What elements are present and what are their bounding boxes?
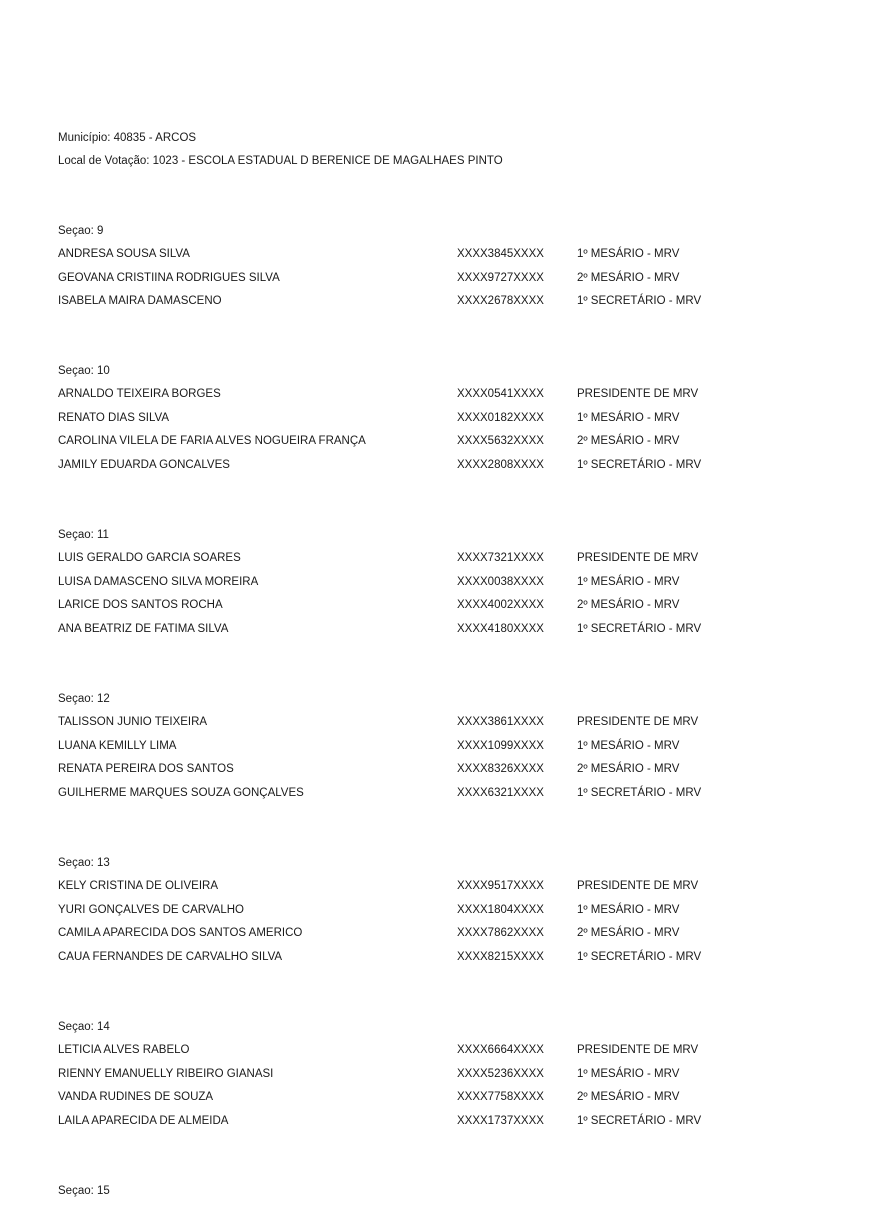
member-doc: XXXX1737XXXX (457, 1114, 544, 1127)
member-name: GUILHERME MARQUES SOUZA GONÇALVES (58, 786, 304, 799)
member-role: 2º MESÁRIO - MRV (577, 927, 680, 940)
member-doc: XXXX0038XXXX (457, 575, 544, 588)
table-row (58, 1114, 838, 1137)
table-row (58, 247, 838, 270)
table-row (58, 434, 838, 457)
member-name: ANA BEATRIZ DE FATIMA SILVA (58, 622, 229, 635)
member-role: 2º MESÁRIO - MRV (577, 599, 680, 612)
municipio-line: Município: 40835 - ARCOS (58, 132, 197, 144)
member-name: RENATA PEREIRA DOS SANTOS (58, 763, 234, 776)
secao-label: Seçao: 12 (58, 693, 110, 705)
table-row (58, 294, 838, 317)
member-name: LAILA APARECIDA DE ALMEIDA (58, 1114, 229, 1127)
member-name: VANDA RUDINES DE SOUZA (58, 1091, 214, 1104)
table-row (58, 926, 838, 949)
member-role: 1º MESÁRIO - MRV (577, 1067, 680, 1080)
member-name: KELY CRISTINA DE OLIVEIRA (58, 880, 218, 893)
secao-block (58, 692, 838, 809)
member-name: YURI GONÇALVES DE CARVALHO (58, 903, 244, 916)
member-role: 1º MESÁRIO - MRV (577, 739, 680, 752)
secao-label: Seçao: 15 (58, 1185, 110, 1197)
secao-label: Seçao: 13 (58, 857, 110, 869)
secao-block (58, 1184, 838, 1207)
member-doc: XXXX9727XXXX (457, 271, 544, 284)
member-doc: XXXX5632XXXX (457, 435, 544, 448)
secao-label: Seçao: 14 (58, 1021, 110, 1033)
member-role: 1º SECRETÁRIO - MRV (577, 950, 702, 963)
member-role: 1º MESÁRIO - MRV (577, 903, 680, 916)
secao-block (58, 528, 838, 645)
member-doc: XXXX8326XXXX (457, 763, 544, 776)
table-row (58, 411, 838, 434)
table-row (58, 739, 838, 762)
secao-label: Seçao: 11 (58, 529, 109, 541)
member-name: ARNALDO TEIXEIRA BORGES (58, 388, 221, 401)
member-doc: XXXX2808XXXX (457, 458, 544, 471)
table-row (58, 786, 838, 809)
member-role: 1º SECRETÁRIO - MRV (577, 295, 702, 308)
member-role: 1º SECRETÁRIO - MRV (577, 458, 702, 471)
member-doc: XXXX9517XXXX (457, 880, 544, 893)
member-role: PRESIDENTE DE MRV (577, 552, 699, 565)
member-doc: XXXX2678XXXX (457, 295, 544, 308)
table-row (58, 715, 838, 738)
member-role: 2º MESÁRIO - MRV (577, 763, 680, 776)
member-role: 2º MESÁRIO - MRV (577, 435, 680, 448)
member-role: 1º SECRETÁRIO - MRV (577, 622, 702, 635)
member-role: 1º SECRETÁRIO - MRV (577, 1114, 702, 1127)
table-row (58, 762, 838, 785)
member-name: RENATO DIAS SILVA (58, 411, 169, 424)
member-doc: XXXX3861XXXX (457, 716, 544, 729)
member-name: RIENNY EMANUELLY RIBEIRO GIANASI (58, 1067, 274, 1080)
member-role: PRESIDENTE DE MRV (577, 716, 699, 729)
member-role: 2º MESÁRIO - MRV (577, 271, 680, 284)
member-role: 1º MESÁRIO - MRV (577, 575, 680, 588)
member-name: LUIS GERALDO GARCIA SOARES (58, 552, 241, 565)
member-doc: XXXX7862XXXX (457, 927, 544, 940)
table-row (58, 1043, 838, 1066)
member-doc: XXXX4002XXXX (457, 599, 544, 612)
table-row (58, 903, 838, 926)
member-role: 1º SECRETÁRIO - MRV (577, 786, 702, 799)
member-doc: XXXX6321XXXX (457, 786, 544, 799)
table-row (58, 1090, 838, 1113)
member-doc: XXXX0182XXXX (457, 411, 544, 424)
member-doc: XXXX6664XXXX (457, 1044, 544, 1057)
member-doc: XXXX7758XXXX (457, 1091, 544, 1104)
table-row (58, 598, 838, 621)
member-name: ANDRESA SOUSA SILVA (58, 248, 190, 261)
member-name: JAMILY EDUARDA GONCALVES (58, 458, 230, 471)
secao-block (58, 364, 838, 481)
member-doc: XXXX1804XXXX (457, 903, 544, 916)
member-name: GEOVANA CRISTIINA RODRIGUES SILVA (58, 271, 280, 284)
member-name: LARICE DOS SANTOS ROCHA (58, 599, 223, 612)
member-doc: XXXX0541XXXX (457, 388, 544, 401)
member-role: PRESIDENTE DE MRV (577, 880, 699, 893)
member-doc: XXXX8215XXXX (457, 950, 544, 963)
member-name: TALISSON JUNIO TEIXEIRA (58, 716, 208, 729)
table-row (58, 387, 838, 410)
member-doc: XXXX7321XXXX (457, 552, 544, 565)
member-name: LUANA KEMILLY LIMA (58, 739, 177, 752)
secao-label: Seçao: 9 (58, 225, 104, 237)
local-votacao-line: Local de Votação: 1023 - ESCOLA ESTADUAL D BERENICE DE MAGALHAES PINTO (58, 155, 503, 167)
table-row (58, 950, 838, 973)
member-name: LUISA DAMASCENO SILVA MOREIRA (58, 575, 259, 588)
secao-block (58, 224, 838, 318)
member-role: 2º MESÁRIO - MRV (577, 1091, 680, 1104)
table-row (58, 879, 838, 902)
secao-label: Seçao: 10 (58, 365, 110, 377)
member-role: PRESIDENTE DE MRV (577, 388, 699, 401)
member-name: CAROLINA VILELA DE FARIA ALVES NOGUEIRA FRANÇA (58, 435, 366, 448)
table-row (58, 575, 838, 598)
table-row (58, 622, 838, 645)
member-name: LETICIA ALVES RABELO (58, 1044, 190, 1057)
member-doc: XXXX4180XXXX (457, 622, 544, 635)
secao-block (58, 856, 838, 973)
table-row (58, 551, 838, 574)
member-doc: XXXX1099XXXX (457, 739, 544, 752)
member-role: PRESIDENTE DE MRV (577, 1044, 699, 1057)
member-role: 1º MESÁRIO - MRV (577, 248, 680, 261)
member-name: CAUA FERNANDES DE CARVALHO SILVA (58, 950, 283, 963)
member-role: 1º MESÁRIO - MRV (577, 411, 680, 424)
table-row (58, 458, 838, 481)
member-name: ISABELA MAIRA DAMASCENO (58, 295, 222, 308)
member-doc: XXXX3845XXXX (457, 248, 544, 261)
member-doc: XXXX5236XXXX (457, 1067, 544, 1080)
member-name: CAMILA APARECIDA DOS SANTOS AMERICO (58, 927, 303, 940)
table-row (58, 1067, 838, 1090)
secao-block (58, 1020, 838, 1137)
table-row (58, 271, 838, 294)
